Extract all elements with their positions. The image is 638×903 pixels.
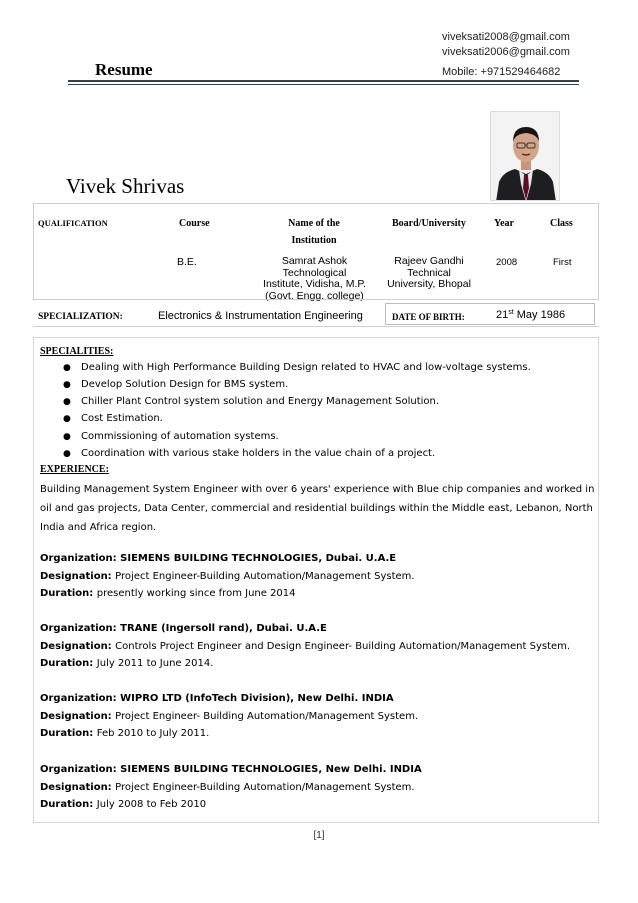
header-rule <box>68 80 579 82</box>
bullet-icon: ● <box>63 397 71 407</box>
org-label: Organization: <box>40 693 121 704</box>
org-label: Organization: <box>40 623 121 634</box>
job-designation <box>40 571 415 582</box>
institution-header: Name of the Institution <box>288 218 340 246</box>
job-organization <box>40 553 396 564</box>
duration-value: July 2008 to Feb 2010 <box>96 799 207 810</box>
designation-label: Designation: <box>40 571 116 582</box>
designation-value: Project Engineer- Building Automation/Management System. <box>115 711 419 722</box>
specialization-value: Electronics & Instrumentation Engineering <box>158 310 363 322</box>
bullet-icon: ● <box>63 432 71 442</box>
mobile-number: Mobile: +971529464682 <box>442 66 561 78</box>
page-number: [1] <box>313 830 325 841</box>
duration-value: July 2011 to June 2014. <box>96 658 214 669</box>
course-header: Course <box>179 218 210 229</box>
speciality-item: Coordination with various stake holders in the value chain of a project. <box>81 448 436 459</box>
institution-line: Samrat Ashok <box>281 255 348 267</box>
board-value <box>379 256 479 291</box>
org-label: Organization: <box>40 553 121 564</box>
job-organization <box>40 623 327 634</box>
duration-label: Duration: <box>40 658 97 669</box>
org-value: SIEMENS BUILDING TECHNOLOGIES, Dubai. U.A.E <box>120 553 397 564</box>
bullet-icon: ● <box>63 363 71 373</box>
institution-line: Institute, Vidisha, M.P. <box>263 278 366 290</box>
institution-line: Technological <box>282 266 347 279</box>
job-organization <box>40 764 422 775</box>
speciality-item: Develop Solution Design for BMS system. <box>81 379 289 390</box>
speciality-item: Commissioning of automation systems. <box>81 431 279 442</box>
org-label: Organization: <box>40 764 121 775</box>
qualification-header: QUALIFICATION <box>38 218 108 228</box>
header-rule-thin <box>68 84 579 85</box>
org-value: SIEMENS BUILDING TECHNOLOGIES, New Delhi. INDIA <box>120 764 422 775</box>
designation-value: Project Engineer-Building Automation/Management System. <box>115 571 415 582</box>
board-line: Technical <box>407 266 451 279</box>
job-duration <box>40 728 209 739</box>
institution-line: (Govt. Engg. college) <box>265 289 364 302</box>
email-secondary[interactable]: viveksati2006@gmail.com <box>442 46 570 58</box>
job-organization <box>40 693 394 704</box>
speciality-item: Chiller Plant Control system solution and Energy Management Solution. <box>81 396 440 407</box>
dob-value <box>496 309 565 321</box>
duration-value: Feb 2010 to July 2011. <box>96 728 210 739</box>
job-duration <box>40 588 296 599</box>
specialization-label: SPECIALIZATION: <box>38 312 123 322</box>
class-header: Class <box>550 218 573 229</box>
dob-suffix: st <box>508 309 514 316</box>
year-value: 2008 <box>496 257 518 268</box>
designation-label: Designation: <box>40 711 116 722</box>
duration-label: Duration: <box>40 799 97 810</box>
duration-value: presently working since from June 2014 <box>96 588 296 599</box>
bullet-icon: ● <box>63 414 71 424</box>
document-title: Resume <box>95 60 153 79</box>
qualification-table <box>33 203 599 302</box>
org-value: WIPRO LTD (InfoTech Division), New Delhi. INDIA <box>120 693 394 704</box>
job-designation <box>40 711 418 722</box>
portrait-image <box>491 112 560 201</box>
institution-value <box>257 256 372 302</box>
email-primary[interactable]: viveksati2008@gmail.com <box>442 31 570 43</box>
board-header: Board/University <box>392 218 466 229</box>
job-designation <box>40 782 415 793</box>
experience-summary: Building Management System Engineer with over 6 years' experience with Blue chip companies and worked in oil and gas projects, Data Center, commercial and residential buildings within the Middle east, Lebanon, North India and Africa region. <box>40 484 595 533</box>
job-designation <box>40 641 570 652</box>
dob-day: 21 <box>496 309 509 321</box>
speciality-item: Dealing with High Performance Building Design related to HVAC and low-voltage systems. <box>81 362 531 373</box>
candidate-name: Vivek Shrivas <box>66 174 185 198</box>
specialities-heading: SPECIALITIES: <box>40 346 114 357</box>
org-value: TRANE (Ingersoll rand), Dubai. U.A.E <box>120 623 327 634</box>
dob-label: DATE OF BIRTH: <box>392 312 465 322</box>
class-value: First <box>553 257 572 268</box>
board-line: Rajeev Gandhi <box>394 255 464 267</box>
dob-month-year: May 1986 <box>513 309 566 321</box>
designation-value: Controls Project Engineer and Design Engineer- Building Automation/Management System. <box>115 641 571 652</box>
experience-heading: EXPERIENCE: <box>40 464 109 475</box>
bullet-icon: ● <box>63 380 71 390</box>
board-line: University, Bhopal <box>387 278 471 290</box>
course-value: B.E. <box>177 256 197 268</box>
specialization-row <box>33 299 599 327</box>
designation-label: Designation: <box>40 782 116 793</box>
duration-label: Duration: <box>40 588 97 599</box>
year-header: Year <box>494 218 514 229</box>
job-duration <box>40 799 206 810</box>
designation-label: Designation: <box>40 641 116 652</box>
dob-box <box>385 303 595 325</box>
duration-label: Duration: <box>40 728 97 739</box>
bullet-icon: ● <box>63 449 71 459</box>
designation-value: Project Engineer-Building Automation/Management System. <box>115 782 415 793</box>
job-duration <box>40 658 213 669</box>
profile-photo <box>490 111 560 201</box>
speciality-item: Cost Estimation. <box>81 413 163 424</box>
